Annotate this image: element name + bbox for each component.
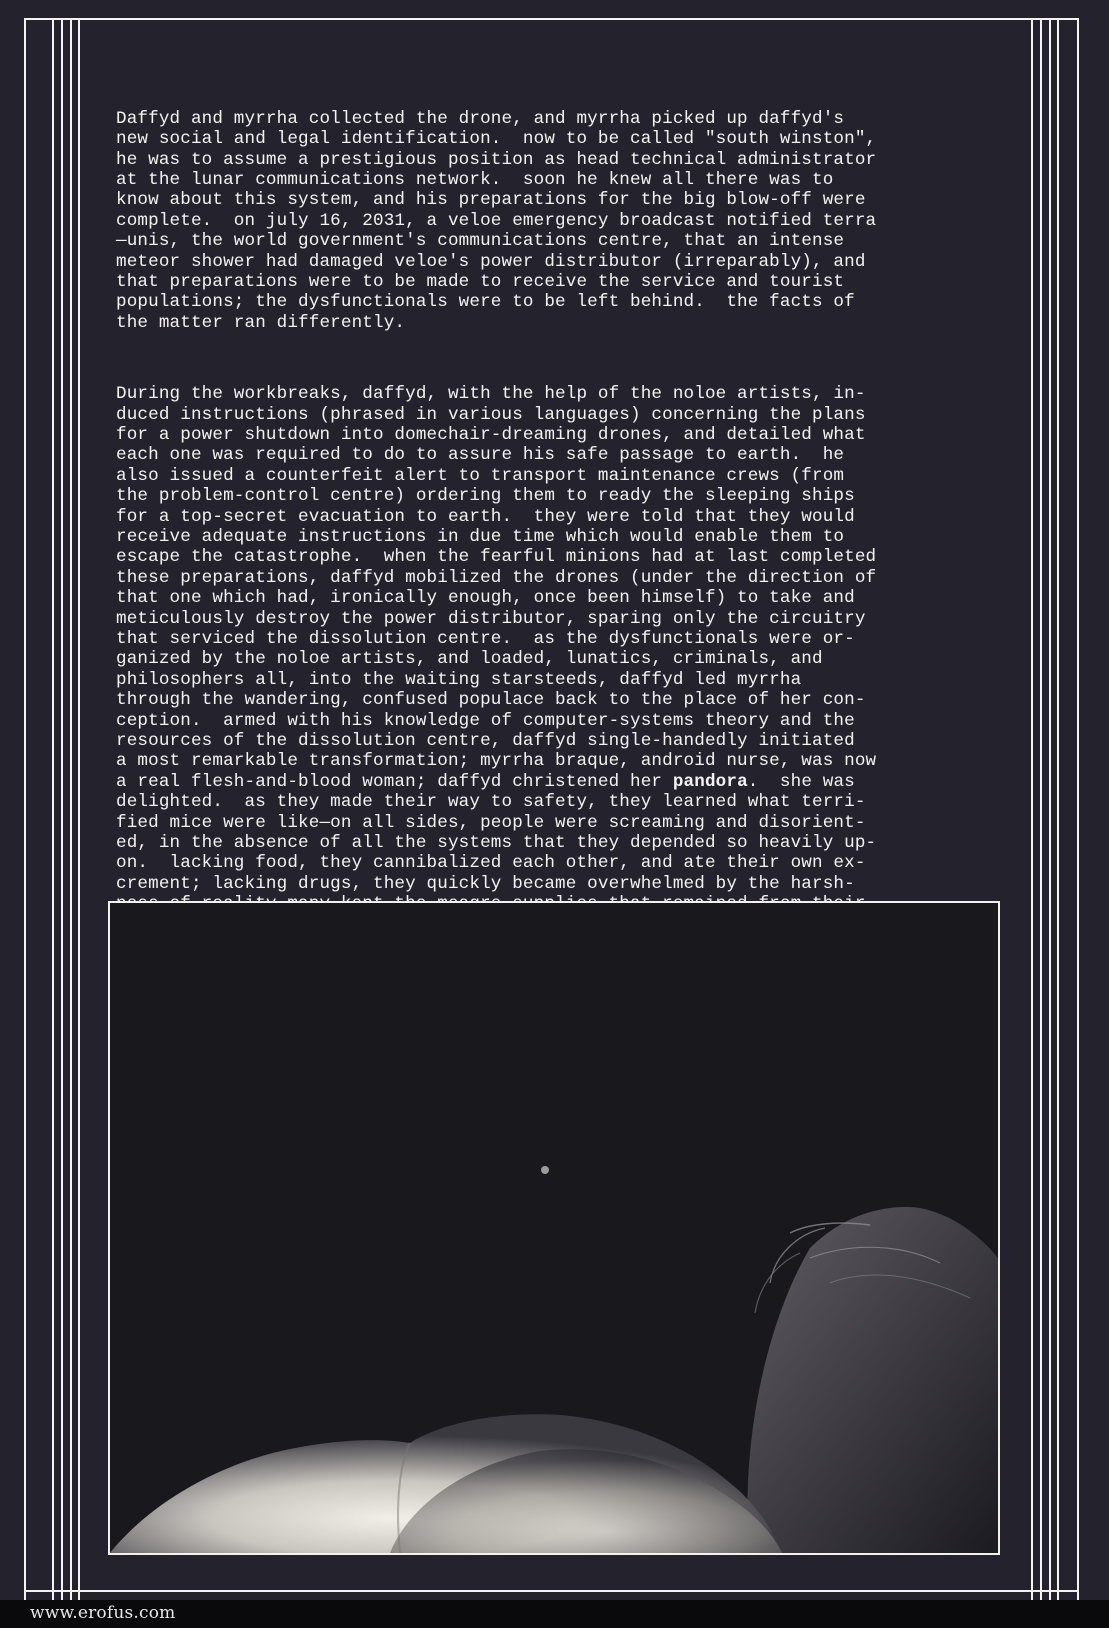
border-rule-left-5 — [78, 18, 80, 1610]
text-line: populations; the dysfunctionals were to be left behind. the facts of — [116, 292, 855, 313]
photo-frame — [108, 901, 1000, 1555]
text-line: During the workbreaks, daffyd, with the help of the noloe artists, in- — [116, 384, 866, 405]
text-line: ception. armed with his knowledge of computer-systems theory and the — [116, 710, 855, 731]
border-rule-left-1 — [24, 18, 26, 1610]
text-line: receive adequate instructions in due time which would enable them to — [116, 526, 845, 547]
border-rule-left-4 — [70, 18, 72, 1610]
paragraph-1 — [116, 109, 1006, 333]
text-segment: . she was — [747, 771, 855, 792]
text-line: the matter ran differently. — [116, 312, 406, 333]
text-line: crement; lacking drugs, they quickly became overwhelmed by the harsh- — [116, 873, 855, 894]
text-line: resources of the dissolution centre, daffyd single-handedly initiated — [116, 731, 855, 751]
text-line: ganized by the noloe artists, and loaded, lunatics, criminals, and — [116, 649, 823, 670]
border-rule-left-2 — [52, 18, 54, 1610]
text-line — [116, 772, 855, 792]
border-rule-top — [24, 18, 1077, 20]
text-line: through the wandering, confused populace back to the place of her con- — [116, 690, 866, 711]
text-line: Daffyd and myrrha collected the drone, and myrrha picked up daffyd's — [116, 108, 845, 129]
border-rule-bottom — [24, 1590, 1077, 1592]
text-line: the problem-control centre) ordering them to ready the sleeping ships — [116, 486, 855, 507]
text-line: also issued a counterfeit alert to transport maintenance crews (from — [116, 465, 845, 486]
text-line: for a top-secret evacuation to earth. they were told that they would — [116, 506, 855, 527]
text-line: for a power shutdown into domechair-dreaming drones, and detailed what — [116, 424, 866, 445]
text-line: delighted. as they made their way to safety, they learned what terri- — [116, 792, 866, 813]
text-line: meteor shower had damaged veloe's power distributor (irreparably), and — [116, 251, 866, 272]
text-line: fied mice were like—on all sides, people were screaming and disorient- — [116, 812, 866, 833]
text-line: escape the catastrophe. when the fearful minions had at last completed — [116, 547, 877, 568]
text-line: that preparations were to be made to receive the service and tourist — [116, 272, 845, 293]
text-line: duced instructions (phrased in various languages) concerning the plans — [116, 404, 866, 425]
text-line: new social and legal identification. now to be called "south winston", — [116, 129, 877, 150]
paragraph-2 — [116, 384, 1006, 935]
border-rule-right-5 — [1077, 18, 1079, 1610]
nude-figure-photo — [110, 903, 998, 1553]
name-pandora: pandora — [672, 771, 748, 792]
text-line: —unis, the world government's communications centre, that an intense — [116, 231, 845, 252]
text-line: philosophers all, into the waiting starsteeds, daffyd led myrrha — [116, 669, 802, 690]
border-rule-right-4 — [1057, 18, 1059, 1610]
border-rule-right-1 — [1031, 18, 1033, 1610]
text-line: know about this system, and his preparations for the big blow-off were — [116, 190, 866, 211]
text-segment: a real flesh-and-blood woman; daffyd christened her — [116, 771, 673, 792]
text-line: that one which had, ironically enough, once been himself) to take and — [116, 588, 855, 609]
border-rule-right-2 — [1040, 18, 1042, 1610]
text-line: ed, in the absence of all the systems that they depended so heavily up- — [116, 833, 877, 854]
text-line: each one was required to do to assure his safe passage to earth. he — [116, 445, 845, 466]
border-rule-left-3 — [61, 18, 63, 1610]
text-line: these preparations, daffyd mobilized the drones (under the direction of — [116, 567, 877, 588]
text-line: meticulously destroy the power distributor, sparing only the circuitry — [116, 608, 866, 629]
article-body — [116, 68, 1006, 986]
text-line: that serviced the dissolution centre. as the dysfunctionals were or- — [116, 628, 855, 649]
text-line: he was to assume a prestigious position as head technical administrator — [116, 149, 877, 170]
border-rule-right-3 — [1049, 18, 1051, 1610]
text-line: at the lunar communications network. soon he knew all there was to — [116, 170, 834, 191]
watermark-text[interactable]: www.erofus.com — [30, 1603, 176, 1623]
text-line: complete. on july 16, 2031, a veloe emergency broadcast notified terra — [116, 210, 877, 231]
text-line: a most remarkable transformation; myrrha braque, android nurse, was now — [116, 751, 877, 772]
text-line: on. lacking food, they cannibalized each other, and ate their own ex- — [116, 853, 866, 874]
